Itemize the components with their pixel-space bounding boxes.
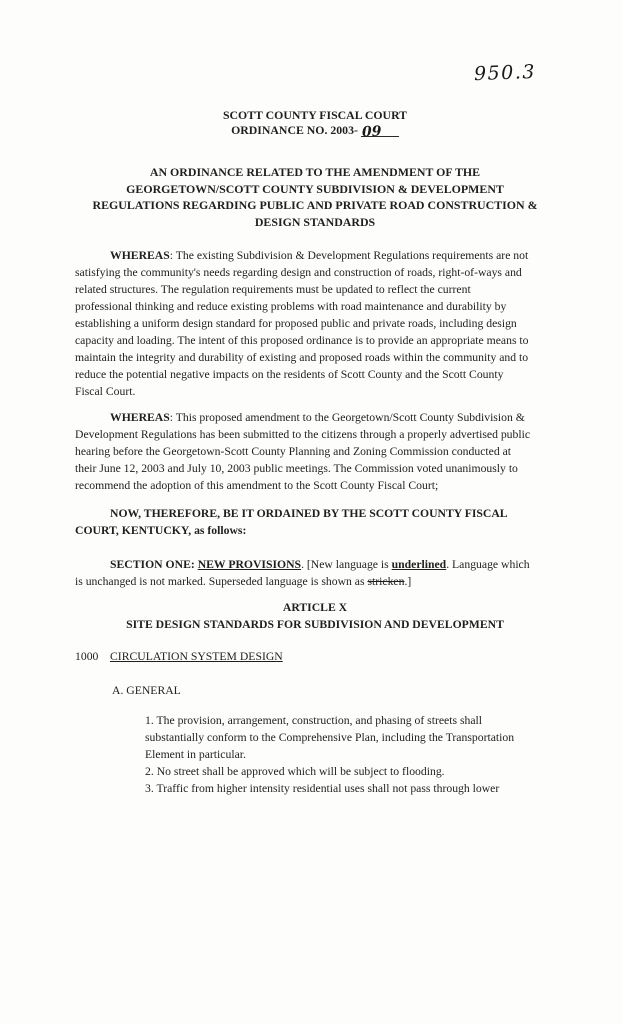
section-heading: CIRCULATION SYSTEM DESIGN — [110, 650, 283, 663]
handwritten-filing-number: 950.3 — [473, 60, 537, 86]
title-line: GEORGETOWN/SCOTT COUNTY SUBDIVISION & DEVELOPMENT — [126, 181, 504, 196]
title-line: AN ORDINANCE RELATED TO THE AMENDMENT OF THE — [149, 165, 481, 179]
section-one-text: . [New language is — [301, 558, 392, 571]
text-line: Element in particular. — [145, 748, 246, 761]
title-line: REGULATIONS REGARDING PUBLIC AND PRIVATE ROAD CONSTRUCTION & — [92, 198, 538, 212]
text-line — [75, 573, 555, 590]
text-line: Fiscal Court. — [75, 385, 136, 398]
text-line: related structures. The regulation requirements must be updated to reflect the current — [75, 283, 471, 296]
paragraph-continuation — [75, 426, 555, 494]
text-line: capacity and loading. The intent of this proposed ordinance is to provide an appropriate means to — [75, 334, 529, 347]
text-line: hearing before the Georgetown-Scott County Planning and Zoning Commission conducted at — [75, 445, 512, 458]
ordained-clause — [75, 505, 555, 539]
underlined-word: underlined — [391, 558, 447, 571]
title-line: DESIGN STANDARDS — [254, 214, 376, 229]
general-provisions-list — [75, 712, 555, 797]
ordinance-title — [75, 164, 555, 230]
text-line: 2. No street shall be approved which will be subject to flooding. — [145, 765, 445, 778]
text-line: substantially conform to the Comprehensive Plan, including the Transportation — [145, 731, 515, 744]
handwritten-ordinance-number: 09 — [361, 123, 382, 141]
text-line: 3. Traffic from higher intensity residential uses shall not pass through lower — [145, 782, 500, 795]
section-one-label: SECTION ONE: — [110, 558, 198, 571]
text-line: COURT, KENTUCKY, as follows: — [75, 524, 247, 537]
text-line: Development Regulations has been submitted to the citizens through a properly advertised public — [75, 428, 531, 441]
section-one-text: .] — [404, 575, 412, 588]
whereas-text: : The existing Subdivision & Development Regulations requirements are not — [169, 249, 529, 262]
ordinance-number-blank — [361, 123, 399, 141]
text-line: 1. The provision, arrangement, construction, and phasing of streets shall — [145, 714, 483, 727]
whereas-label: WHEREAS — [110, 249, 170, 262]
text-line: reduce the potential negative impacts on the residents of Scott County and the Scott County — [75, 368, 504, 381]
text-line: satisfying the community's needs regarding design and construction of roads, right-of-ways and — [75, 266, 522, 279]
stricken-word: stricken — [367, 575, 405, 588]
ordinance-number-line — [231, 123, 399, 141]
section-one-text: . Language which — [446, 558, 530, 571]
article-number: ARTICLE X — [282, 601, 348, 614]
section-1000-heading — [75, 648, 555, 665]
ordinance-number-prefix: ORDINANCE NO. 2003- — [231, 123, 358, 137]
subsection-a-heading: A. GENERAL — [112, 684, 181, 697]
paragraph-continuation — [75, 264, 555, 400]
text-line — [75, 247, 555, 264]
whereas-label: WHEREAS — [110, 411, 170, 424]
article-x-heading — [75, 599, 555, 633]
text-line: establishing a uniform design standard for proposed public and private roads, including design — [75, 317, 517, 330]
new-provisions-heading: NEW PROVISIONS — [197, 558, 302, 571]
whereas-clause-1 — [75, 247, 555, 400]
text-line: recommend the adoption of this amendment to the Scott County Fiscal Court; — [75, 479, 439, 492]
text-line — [75, 409, 555, 426]
whereas-text: : This proposed amendment to the Georgetown/Scott County Subdivision & — [169, 411, 525, 424]
text-line: maintain the integrity and durability of existing and proposed roads within the community and to — [75, 351, 529, 364]
section-one-clause — [75, 556, 555, 590]
whereas-clause-2 — [75, 409, 555, 494]
text-line — [75, 556, 555, 573]
document-header — [75, 108, 555, 141]
section-number: 1000 — [75, 650, 99, 663]
article-title: SITE DESIGN STANDARDS FOR SUBDIVISION AND DEVELOPMENT — [126, 618, 504, 631]
text-line: professional thinking and reduce existing problems with road maintenance and durability by — [75, 300, 507, 313]
court-name: SCOTT COUNTY FISCAL COURT — [222, 108, 408, 122]
text-line: their June 12, 2003 and July 10, 2003 public meetings. The Commission voted unanimously to — [75, 462, 518, 475]
section-one-text: is unchanged is not marked. Superseded language is shown as — [75, 575, 368, 588]
text-line: NOW, THEREFORE, BE IT ORDAINED BY THE SCOTT COUNTY FISCAL — [110, 507, 508, 520]
